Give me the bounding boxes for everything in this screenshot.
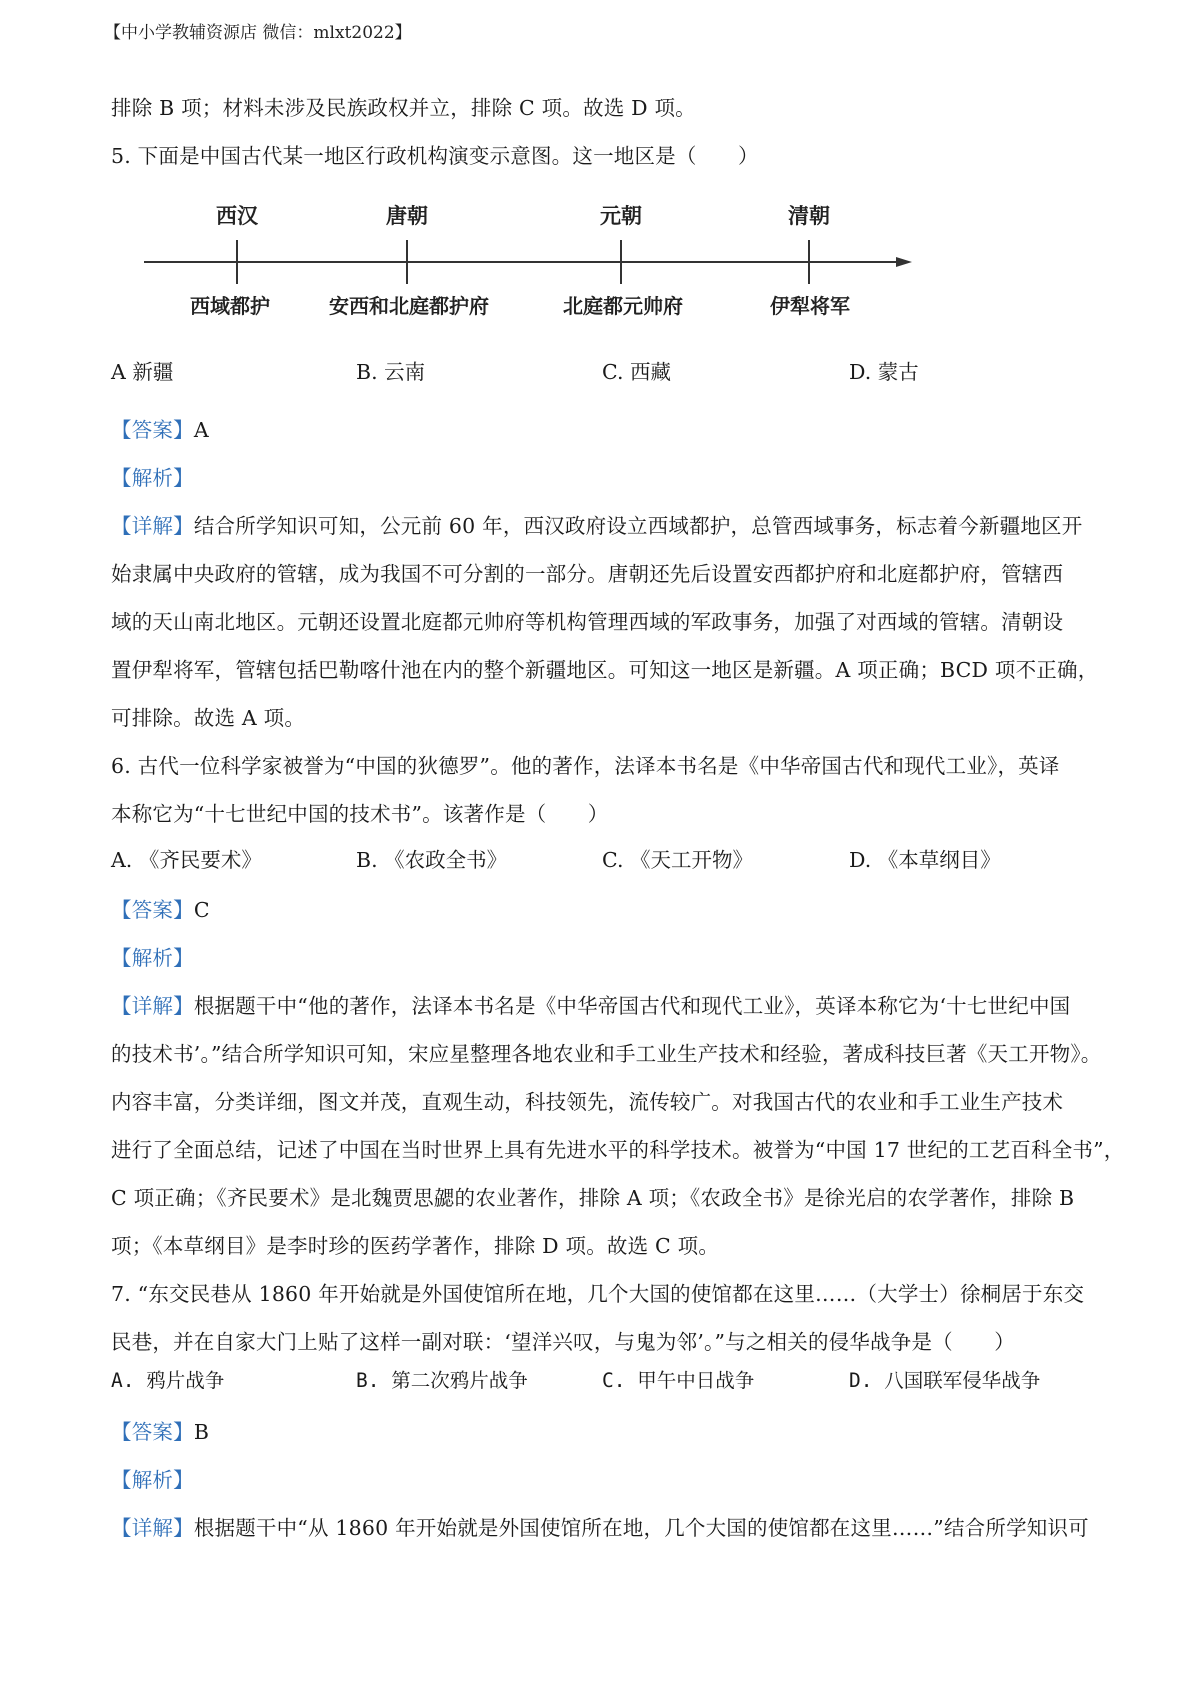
analysis-label: 【解析】 [111,946,194,970]
option-b[interactable]: B. 第二次鸦片战争 [356,1369,528,1392]
institution-label: 西域都护 [190,294,270,318]
analysis-label: 【解析】 [111,1468,194,1492]
option-c[interactable]: C. 《天工开物》 [602,848,753,872]
period-label: 元朝 [600,204,642,228]
detail-label: 【详解】 [111,1516,194,1540]
option-d[interactable]: D. 八国联军侵华战争 [849,1369,1041,1392]
q7-stem-line: 7. “东交民巷从 1860 年开始就是外国使馆所在地，几个大国的使馆都在这里……（大学士）徐桐居于东交 [111,1282,1085,1306]
detail-line: 域的天山南北地区。元朝还设置北庭都元帅府等机构管理西域的军政事务，加强了对西域的管辖。清朝设 [111,610,1064,634]
answer-value: C [193,898,210,922]
detail-line: 内容丰富，分类详细，图文并茂，直观生动，科技领先，流传较广。对我国古代的农业和手工业生产技术 [111,1090,1064,1114]
q6-stem-line: 6. 古代一位科学家被誉为“中国的狄德罗”。他的著作，法译本书名是《中华帝国古代和现代工业》，英译 [111,754,1060,778]
detail-line [111,502,1101,550]
period-label: 西汉 [216,204,258,228]
detail-line: 可排除。故选 A 项。 [111,706,306,730]
q7-stem-line: 民巷，并在自家大门上贴了这样一副对联：‘望洋兴叹，与鬼为邻’。”与之相关的侵华战争是（ ） [111,1330,1015,1354]
q7-solution [111,1408,1101,1552]
detail-line: 项；《本草纲目》是李时珍的医药学著作，排除 D 项。故选 C 项。 [111,1234,720,1258]
intro-paragraph [111,84,1101,180]
option-a[interactable]: A. 鸦片战争 [111,1369,225,1392]
detail-text: 根据题干中“他的著作，法译本书名是《中华帝国古代和现代工业》，英译本称它为‘十七世纪中国 [193,994,1071,1018]
q5-stem: 5. 下面是中国古代某一地区行政机构演变示意图。这一地区是（ ） [111,144,759,168]
institution-label: 安西和北庭都护府 [329,294,489,318]
option-d[interactable]: D. 蒙古 [849,360,919,384]
q6-stem-line: 本称它为“十七世纪中国的技术书”。该著作是（ ） [111,802,609,826]
q6-solution [111,886,1125,1366]
answer-value: A [193,418,209,442]
institution-label: 伊犁将军 [770,294,850,318]
detail-line: 置伊犁将军，管辖包括巴勒喀什池在内的整个新疆地区。可知这一地区是新疆。A 项正确；BCD 项不正确， [111,658,1099,682]
option-d[interactable]: D. 《本草纲目》 [849,848,1001,872]
detail-text: 根据题干中“从 1860 年开始就是外国使馆所在地，几个大国的使馆都在这里……”结合所学知识可 [193,1516,1089,1540]
q5-timeline-diagram [140,196,920,326]
answer-label: 【答案】 [111,898,194,922]
detail-line [111,982,1101,1030]
option-a[interactable]: A. 《齐民要术》 [111,848,262,872]
option-a[interactable]: A 新疆 [111,360,174,384]
detail-line [111,1504,1101,1552]
detail-label: 【详解】 [111,514,194,538]
intro-line: 排除 B 项；材料未涉及民族政权并立，排除 C 项。故选 D 项。 [111,96,696,120]
institution-label: 北庭都元帅府 [563,294,683,318]
detail-label: 【详解】 [111,994,194,1018]
analysis-label: 【解析】 [111,466,194,490]
header-watermark: 【中小学教辅资源店 微信：mlxt2022】 [104,23,412,43]
answer-line [111,1408,1101,1456]
option-c[interactable]: C. 西藏 [602,360,671,384]
detail-text: 结合所学知识可知，公元前 60 年，西汉政府设立西域都护，总管西域事务，标志着今新疆地区开 [193,514,1083,538]
detail-line: 始隶属中央政府的管辖，成为我国不可分割的一部分。唐朝还先后设置安西都护府和北庭都护府，管辖西 [111,562,1064,586]
detail-line: 进行了全面总结，记述了中国在当时世界上具有先进水平的科学技术。被誉为“中国 17 世纪的工艺百科全书”， [111,1138,1125,1162]
timeline-arrowhead [896,257,912,267]
detail-line: 的技术书’。”结合所学知识可知，宋应星整理各地农业和手工业生产技术和经验，著成科技巨著《天工开物》。 [111,1042,1102,1066]
answer-line [111,406,1101,454]
option-c[interactable]: C. 甲午中日战争 [602,1369,755,1392]
answer-line [111,886,1101,934]
q5-solution [111,406,1101,838]
period-label: 清朝 [788,204,830,228]
answer-label: 【答案】 [111,1420,194,1444]
period-label: 唐朝 [386,204,428,228]
detail-line: C 项正确；《齐民要术》是北魏贾思勰的农业著作，排除 A 项；《农政全书》是徐光启的农学著作，排除 B [111,1186,1075,1210]
option-b[interactable]: B. 《农政全书》 [356,848,508,872]
answer-label: 【答案】 [111,418,194,442]
answer-value: B [193,1420,210,1444]
option-b[interactable]: B. 云南 [356,360,426,384]
